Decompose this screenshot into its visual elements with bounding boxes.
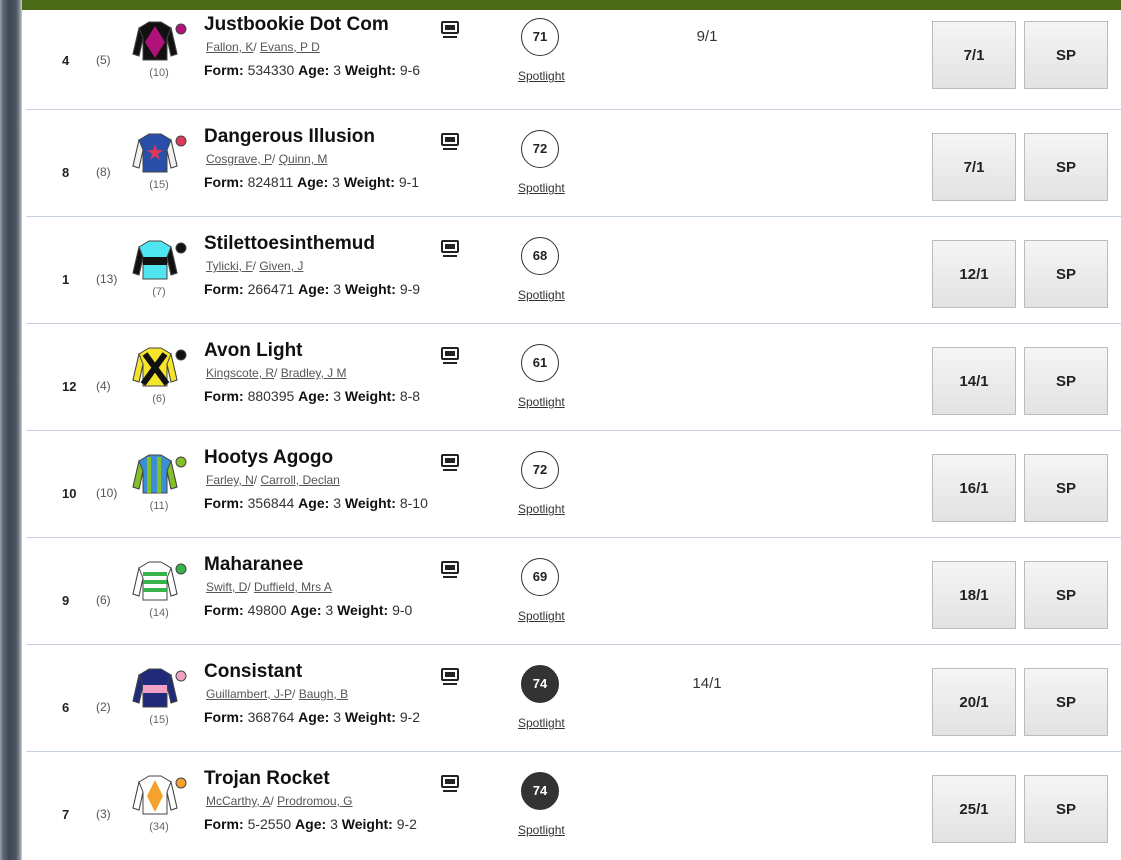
horse-name[interactable]: Trojan Rocket — [204, 768, 330, 789]
odds-button[interactable]: 16/1 — [932, 454, 1016, 522]
age-label: Age: — [295, 816, 327, 832]
age-value: 3 — [333, 388, 341, 404]
jockey-silks-icon — [131, 340, 187, 392]
row-divider — [26, 644, 1121, 645]
age-value: 3 — [325, 602, 334, 618]
runner-number: 10 — [62, 486, 77, 501]
runner-row-5 — [0, 433, 1121, 539]
age-value: 3 — [333, 281, 341, 297]
spotlight-link[interactable]: Spotlight — [518, 288, 565, 302]
jockey-trainer — [206, 473, 340, 487]
days-since-run: (6) — [152, 393, 166, 405]
odds-button[interactable]: 18/1 — [932, 561, 1016, 629]
separator: / — [292, 687, 299, 701]
spotlight-link[interactable]: Spotlight — [518, 69, 565, 83]
horse-name[interactable]: Maharanee — [204, 554, 304, 575]
rating-badge: 72 — [521, 451, 559, 489]
horse-name[interactable]: Hootys Agogo — [204, 447, 334, 468]
draw-number: (2) — [96, 700, 111, 714]
sp-button[interactable]: SP — [1024, 21, 1108, 89]
odds-button[interactable]: 14/1 — [932, 347, 1016, 415]
jockey-silks-icon — [131, 447, 187, 499]
jockey-link[interactable]: Cosgrave, P — [206, 152, 273, 166]
spotlight-link[interactable]: Spotlight — [518, 609, 565, 623]
spotlight-link[interactable]: Spotlight — [518, 716, 565, 730]
draw-number: (6) — [96, 593, 111, 607]
odds-button[interactable]: 12/1 — [932, 240, 1016, 308]
runner-number: 1 — [62, 272, 70, 287]
jockey-link[interactable]: McCarthy, A — [206, 794, 271, 808]
weight-label: Weight: — [341, 816, 393, 832]
rating-badge: 74 — [521, 772, 559, 810]
odds-button[interactable]: 25/1 — [932, 775, 1016, 843]
age-label: Age: — [290, 602, 322, 618]
horse-name[interactable]: Avon Light — [204, 340, 303, 361]
tv-icon[interactable] — [440, 453, 460, 473]
forecast-odds: 9/1 — [696, 28, 718, 45]
runner-number: 8 — [62, 165, 70, 180]
runner-number: 9 — [62, 593, 70, 608]
runner-row-8 — [0, 754, 1121, 860]
rating-badge: 74 — [521, 665, 559, 703]
sp-button[interactable]: SP — [1024, 454, 1108, 522]
form-label: Form: — [204, 388, 244, 404]
form-value: 49800 — [247, 602, 287, 618]
form-line — [204, 62, 420, 78]
weight-value: 9-2 — [399, 709, 421, 725]
weight-label: Weight: — [343, 174, 395, 190]
weight-value: 9-9 — [399, 281, 421, 297]
form-value: 266471 — [247, 281, 295, 297]
jockey-silks-icon — [131, 768, 187, 820]
days-since-run: (34) — [149, 821, 169, 833]
weight-label: Weight: — [344, 388, 396, 404]
days-since-run: (15) — [149, 179, 169, 191]
weight-label: Weight: — [344, 709, 396, 725]
horse-name[interactable]: Stilettoesinthemud — [204, 233, 376, 254]
odds-button[interactable]: 20/1 — [932, 668, 1016, 736]
weight-value: 8-8 — [399, 388, 421, 404]
age-value: 3 — [333, 62, 341, 78]
jockey-link[interactable]: Farley, N — [206, 473, 254, 487]
tv-icon[interactable] — [440, 20, 460, 40]
row-divider — [26, 109, 1121, 110]
odds-button[interactable]: 7/1 — [932, 21, 1016, 89]
form-line — [204, 709, 420, 725]
form-line — [204, 602, 412, 618]
sp-button[interactable]: SP — [1024, 775, 1108, 843]
rating-badge: 69 — [521, 558, 559, 596]
trainer-link[interactable]: Evans, P D — [260, 40, 320, 54]
form-label: Form: — [204, 174, 244, 190]
trainer-link[interactable]: Prodromou, G — [277, 794, 353, 808]
tv-icon[interactable] — [440, 667, 460, 687]
draw-number: (4) — [96, 379, 111, 393]
form-label: Form: — [204, 709, 244, 725]
spotlight-link[interactable]: Spotlight — [518, 823, 565, 837]
days-since-run: (14) — [149, 607, 169, 619]
runner-row-2 — [0, 112, 1121, 218]
days-since-run: (7) — [152, 286, 166, 298]
separator: / — [253, 40, 261, 54]
jockey-trainer — [206, 794, 353, 808]
weight-value: 9-0 — [392, 602, 413, 618]
runner-number: 7 — [62, 807, 70, 822]
days-since-run: (11) — [149, 500, 169, 512]
age-label: Age: — [298, 495, 330, 511]
form-value: 534330 — [247, 62, 295, 78]
separator: / — [270, 794, 278, 808]
days-since-run: (15) — [149, 714, 169, 726]
form-value: 880395 — [247, 388, 295, 404]
runner-row-3 — [0, 219, 1121, 325]
jockey-silks-icon — [131, 233, 187, 285]
trainer-link[interactable]: Quinn, M — [278, 152, 328, 166]
weight-value: 9-6 — [399, 62, 421, 78]
row-divider — [26, 430, 1121, 431]
jockey-link[interactable]: Fallon, K — [206, 40, 254, 54]
age-label: Age: — [298, 281, 330, 297]
jockey-silks-icon — [131, 126, 187, 178]
runner-row-6 — [0, 540, 1121, 646]
form-label: Form: — [204, 816, 244, 832]
spotlight-link[interactable]: Spotlight — [518, 395, 565, 409]
odds-button[interactable]: 7/1 — [932, 133, 1016, 201]
runner-row-7 — [0, 647, 1121, 753]
jockey-trainer — [206, 152, 327, 166]
row-divider — [26, 216, 1121, 217]
age-label: Age: — [298, 388, 330, 404]
form-label: Form: — [204, 495, 244, 511]
draw-number: (13) — [96, 272, 118, 286]
rating-badge: 71 — [521, 18, 559, 56]
weight-value: 9-1 — [398, 174, 420, 190]
runner-row-1 — [0, 0, 1121, 106]
row-divider — [26, 751, 1121, 752]
separator: / — [253, 473, 261, 487]
jockey-link[interactable]: Guillambert, J-P — [206, 687, 293, 701]
trainer-link[interactable]: Carroll, Declan — [260, 473, 340, 487]
jockey-silks-icon — [131, 554, 187, 606]
form-line — [204, 174, 419, 190]
horse-name[interactable]: Consistant — [204, 661, 303, 682]
weight-label: Weight: — [344, 495, 396, 511]
draw-number: (8) — [96, 165, 111, 179]
jockey-silks-icon — [131, 661, 187, 713]
weight-label: Weight: — [344, 281, 396, 297]
tv-icon[interactable] — [440, 239, 460, 259]
runner-number: 12 — [62, 379, 77, 394]
jockey-trainer — [206, 687, 348, 701]
jockey-silks-icon — [131, 14, 187, 66]
row-divider — [26, 537, 1121, 538]
trainer-link[interactable]: Baugh, B — [298, 687, 349, 701]
sp-button[interactable]: SP — [1024, 668, 1108, 736]
form-label: Form: — [204, 281, 244, 297]
jockey-trainer — [206, 580, 332, 594]
runner-number: 6 — [62, 700, 70, 715]
weight-label: Weight: — [337, 602, 389, 618]
weight-value: 9-2 — [396, 816, 417, 832]
draw-number: (10) — [96, 486, 118, 500]
rating-badge: 61 — [521, 344, 559, 382]
form-line — [204, 281, 420, 297]
horse-name[interactable]: Justbookie Dot Com — [204, 14, 389, 35]
tv-icon[interactable] — [440, 132, 460, 152]
form-label: Form: — [204, 602, 244, 618]
weight-label: Weight: — [344, 62, 396, 78]
separator: / — [274, 366, 281, 380]
sp-button[interactable]: SP — [1024, 133, 1108, 201]
trainer-link[interactable]: Given, J — [259, 259, 304, 273]
spotlight-link[interactable]: Spotlight — [518, 502, 565, 516]
days-since-run: (10) — [149, 67, 169, 79]
weight-value: 8-10 — [399, 495, 428, 511]
trainer-link[interactable]: Bradley, J M — [280, 366, 347, 380]
age-label: Age: — [298, 62, 330, 78]
runner-row-4 — [0, 326, 1121, 432]
runner-number: 4 — [62, 53, 70, 68]
row-divider — [26, 323, 1121, 324]
horse-name[interactable]: Dangerous Illusion — [204, 126, 376, 147]
jockey-link[interactable]: Kingscote, R — [206, 366, 275, 380]
form-line — [204, 495, 428, 511]
spotlight-link[interactable]: Spotlight — [518, 181, 565, 195]
jockey-link[interactable]: Swift, D — [206, 580, 248, 594]
age-label: Age: — [297, 174, 329, 190]
tv-icon[interactable] — [440, 774, 460, 794]
form-line — [204, 816, 417, 832]
separator: / — [252, 259, 260, 273]
sp-button[interactable]: SP — [1024, 347, 1108, 415]
age-label: Age: — [298, 709, 330, 725]
draw-number: (3) — [96, 807, 111, 821]
form-label: Form: — [204, 62, 244, 78]
age-value: 3 — [332, 174, 340, 190]
age-value: 3 — [330, 816, 338, 832]
draw-number: (5) — [96, 53, 111, 67]
separator: / — [247, 580, 255, 594]
rating-badge: 72 — [521, 130, 559, 168]
form-value: 824811 — [247, 174, 294, 190]
form-value: 356844 — [247, 495, 295, 511]
forecast-odds: 14/1 — [692, 675, 722, 692]
form-line — [204, 388, 420, 404]
jockey-trainer — [206, 40, 320, 54]
trainer-link[interactable]: Duffield, Mrs A — [254, 580, 332, 594]
tv-icon[interactable] — [440, 346, 460, 366]
form-value: 5-2550 — [247, 816, 292, 832]
form-value: 368764 — [247, 709, 295, 725]
separator: / — [272, 152, 279, 166]
jockey-trainer — [206, 259, 303, 273]
jockey-trainer — [206, 366, 347, 380]
age-value: 3 — [333, 495, 341, 511]
jockey-link[interactable]: Tylicki, F — [206, 259, 253, 273]
tv-icon[interactable] — [440, 560, 460, 580]
rating-badge: 68 — [521, 237, 559, 275]
sp-button[interactable]: SP — [1024, 240, 1108, 308]
sp-button[interactable]: SP — [1024, 561, 1108, 629]
age-value: 3 — [333, 709, 341, 725]
